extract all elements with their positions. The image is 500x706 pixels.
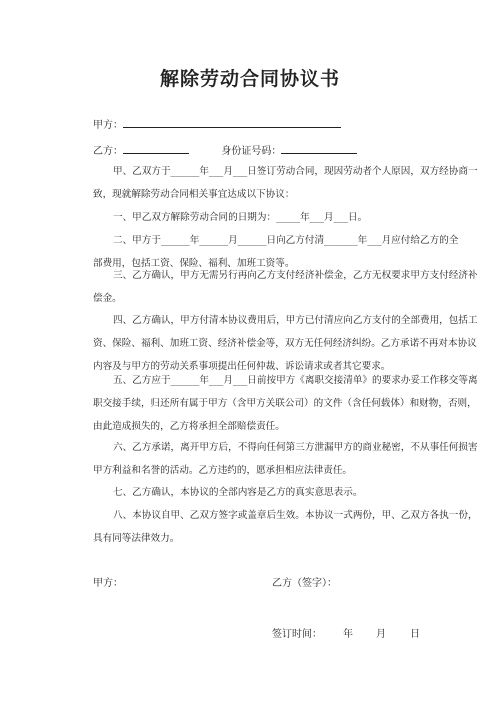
clause-7 (93, 481, 431, 504)
party-b-row (93, 142, 357, 157)
signing-year-label: 年 (343, 629, 353, 640)
text-line: 由此造成损失的，乙方将承担全部赔偿责任。 (93, 421, 285, 432)
party-a-signature-label: 甲方： (93, 578, 123, 589)
text-line: 内容及与甲方的劳动关系事项提出任何仲裁、诉讼请求或者其它要求。 (93, 361, 391, 372)
signing-date-label: 签订时间： (272, 629, 322, 640)
text-line: 六、乙方承诺，离开甲方后，不得向任何第三方泄漏甲方的商业秘密，不从事任何损害 (113, 442, 478, 453)
signing-month-label: 月 (376, 629, 386, 640)
clause-5 (93, 369, 478, 438)
text-line: 偿金。 (93, 293, 122, 304)
text-line: 二、甲方于______年______月______日向乙方付清_______年___月应付给乙方的全 (113, 235, 459, 246)
text-line: 三、乙方确认，甲方无需另行再向乙方支付经济补偿金，乙方无权要求甲方支付经济补 (113, 270, 478, 281)
signing-day-label: 日 (410, 629, 420, 640)
clause-intro (93, 160, 478, 206)
id-number-blank[interactable] (281, 144, 357, 154)
party-b-signature-label: 乙方（签字）： (272, 578, 337, 589)
clause-3 (93, 264, 478, 310)
clause-6 (93, 436, 478, 482)
document-title: 解除劳动合同协议书 (159, 68, 340, 90)
text-line: 部费用，包括工资、保险、福利、加班工资等。 (93, 258, 295, 269)
text-line: 职交接手续，归还所有属于甲方（含甲方关联公司）的文件（含任何载体）和财物，否则， (93, 398, 477, 409)
party-b-blank[interactable] (123, 144, 189, 154)
text-line: 八、本协议自甲、乙双方签字或盖章后生效。本协议一式两份，甲、乙双方各执一份， (113, 510, 478, 521)
party-b-label: 乙方： (93, 146, 123, 157)
party-a-label: 甲方： (93, 120, 123, 131)
clause-4 (93, 309, 478, 378)
text-line: 具有同等法律效力。 (93, 533, 180, 544)
clause-8 (93, 504, 478, 550)
text-line: 甲、乙双方于______年___月___日签订劳动合同，现因劳动者个人原因，双方经协商一 (113, 166, 478, 177)
text-line: 七、乙方确认，本协议的全部内容是乙方的真实意思表示。 (113, 487, 363, 498)
clause-1 (93, 206, 431, 229)
text-line: 致，现就解除劳动合同相关事宜达成以下协议： (93, 189, 295, 200)
party-a-blank[interactable] (123, 118, 341, 128)
party-a-row (93, 116, 341, 131)
id-number-label: 身份证号码： (221, 146, 282, 157)
text-line: 五、乙方应于______年___月___日前按甲方《离职交接清单》的要求办妥工作移交等离 (113, 375, 478, 386)
text-line: 甲方利益和名誉的活动。乙方违约的，愿承担相应法律责任。 (93, 465, 353, 476)
text-line: 四、乙方确认，甲方付清本协议费用后，甲方已付清应向乙方支付的全部费用，包括工 (113, 315, 478, 326)
text-line: 资、保险、福利、加班工资、经济补偿金等，双方无任何经济纠纷。乙方承诺不再对本协议 (93, 338, 477, 349)
text-line: 一、甲乙双方解除劳动合同的日期为：_____年___月___日。 (113, 212, 368, 223)
